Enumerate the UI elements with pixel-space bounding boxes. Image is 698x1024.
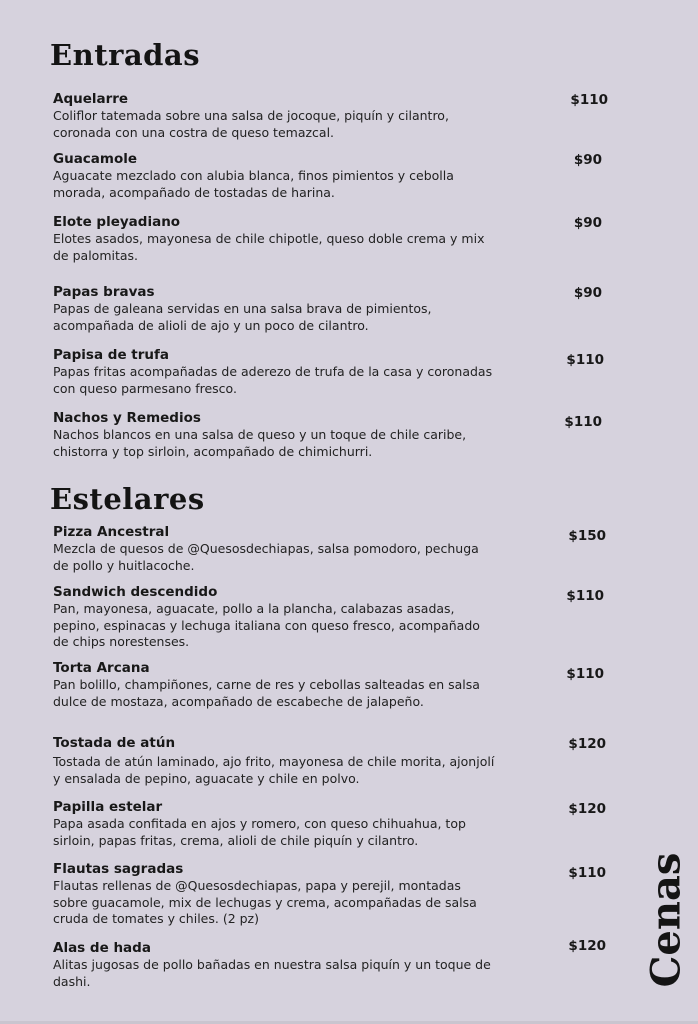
menu-item-sandwich-descendido xyxy=(53,584,608,651)
item-price: $110 xyxy=(566,666,604,682)
item-description: Mezcla de quesos de @Quesosdechiapas, salsa pomodoro, pechuga de pollo y huitlacoche. xyxy=(53,541,479,573)
item-name: Aquelarre xyxy=(53,91,129,107)
item-name: Papisa de trufa xyxy=(53,347,170,363)
item-description: Nachos blancos en una salsa de queso y un toque de chile caribe, chistorra y top sirloin, acompañado de chimichurri. xyxy=(53,427,467,459)
item-name: Torta Arcana xyxy=(53,660,150,676)
menu-item-tostada-de-atun xyxy=(53,735,608,787)
menu-category-tab xyxy=(636,852,696,988)
item-price: $120 xyxy=(568,938,606,954)
item-description: Aguacate mezclado con alubia blanca, finos pimientos y cebolla morada, acompañado de tostadas de harina. xyxy=(53,168,454,200)
item-name: Tostada de atún xyxy=(53,735,176,751)
item-description: Pan bolillo, champiñones, carne de res y cebollas salteadas en salsa dulce de mostaza, acompañado de escabeche de jalapeño. xyxy=(53,677,480,709)
item-name: Papas bravas xyxy=(53,284,155,300)
menu-item-alas-de-hada xyxy=(53,940,608,990)
item-description: Coliflor tatemada sobre una salsa de jocoque, piquín y cilantro, coronada con una costra de queso temazcal. xyxy=(53,108,449,140)
section-title-estelares: Estelares xyxy=(50,482,205,516)
item-description: Alitas jugosas de pollo bañadas en nuestra salsa piquín y un toque de dashi. xyxy=(53,957,491,989)
item-description: Papas de galeana servidas en una salsa brava de pimientos, acompañada de alioli de ajo y un poco de cilantro. xyxy=(53,301,432,333)
item-name: Flautas sagradas xyxy=(53,861,184,877)
menu-item-papisa-de-trufa xyxy=(53,347,608,397)
item-name: Alas de hada xyxy=(53,940,151,956)
item-name: Nachos y Remedios xyxy=(53,410,201,426)
item-name: Elote pleyadiano xyxy=(53,214,181,230)
menu-item-guacamole xyxy=(53,151,608,201)
menu-item-pizza-ancestral xyxy=(53,524,608,574)
item-name: Sandwich descendido xyxy=(53,584,218,600)
section-title-entradas: Entradas xyxy=(50,38,201,72)
menu-item-elote-pleyadiano xyxy=(53,214,608,264)
item-description: Pan, mayonesa, aguacate, pollo a la plancha, calabazas asadas, pepino, espinacas y lechuga italiana con queso fresco, acompañado de chips norestenses. xyxy=(53,601,480,649)
item-description: Flautas rellenas de @Quesosdechiapas, papa y perejil, montadas sobre guacamole, mix de lechugas y crema, acompañadas de salsa cruda de tomates y chiles. (2 pz) xyxy=(53,878,477,926)
item-price: $150 xyxy=(568,528,606,544)
item-price: $110 xyxy=(570,92,608,108)
menu-item-papilla-estelar xyxy=(53,799,608,849)
item-name: Pizza Ancestral xyxy=(53,524,170,540)
menu-category-label: Cenas xyxy=(642,852,690,988)
menu-item-aquelarre xyxy=(53,91,608,141)
item-description: Elotes asados, mayonesa de chile chipotle, queso doble crema y mix de palomitas. xyxy=(53,231,485,263)
menu-item-nachos-y-remedios xyxy=(53,410,608,460)
menu-item-torta-arcana xyxy=(53,660,608,710)
item-description: Tostada de atún laminado, ajo frito, mayonesa de chile morita, ajonjolí y ensalada de pepino, aguacate y chile en polvo. xyxy=(53,754,495,786)
menu-item-papas-bravas xyxy=(53,284,608,334)
item-price: $120 xyxy=(568,736,606,752)
item-name: Papilla estelar xyxy=(53,799,163,815)
item-description: Papas fritas acompañadas de aderezo de trufa de la casa y coronadas con queso parmesano fresco. xyxy=(53,364,493,396)
item-price: $120 xyxy=(568,801,606,817)
item-price: $90 xyxy=(573,152,602,168)
item-price: $110 xyxy=(566,352,604,368)
item-price: $110 xyxy=(564,414,602,430)
menu-item-flautas-sagradas xyxy=(53,861,608,928)
item-description: Papa asada confitada en ajos y romero, con queso chihuahua, top sirloin, papas fritas, crema, alioli de chile piquín y cilantro. xyxy=(53,816,466,848)
item-price: $90 xyxy=(573,285,602,301)
item-price: $90 xyxy=(573,215,602,231)
item-price: $110 xyxy=(566,588,604,604)
item-price: $110 xyxy=(568,865,606,881)
item-name: Guacamole xyxy=(53,151,138,167)
